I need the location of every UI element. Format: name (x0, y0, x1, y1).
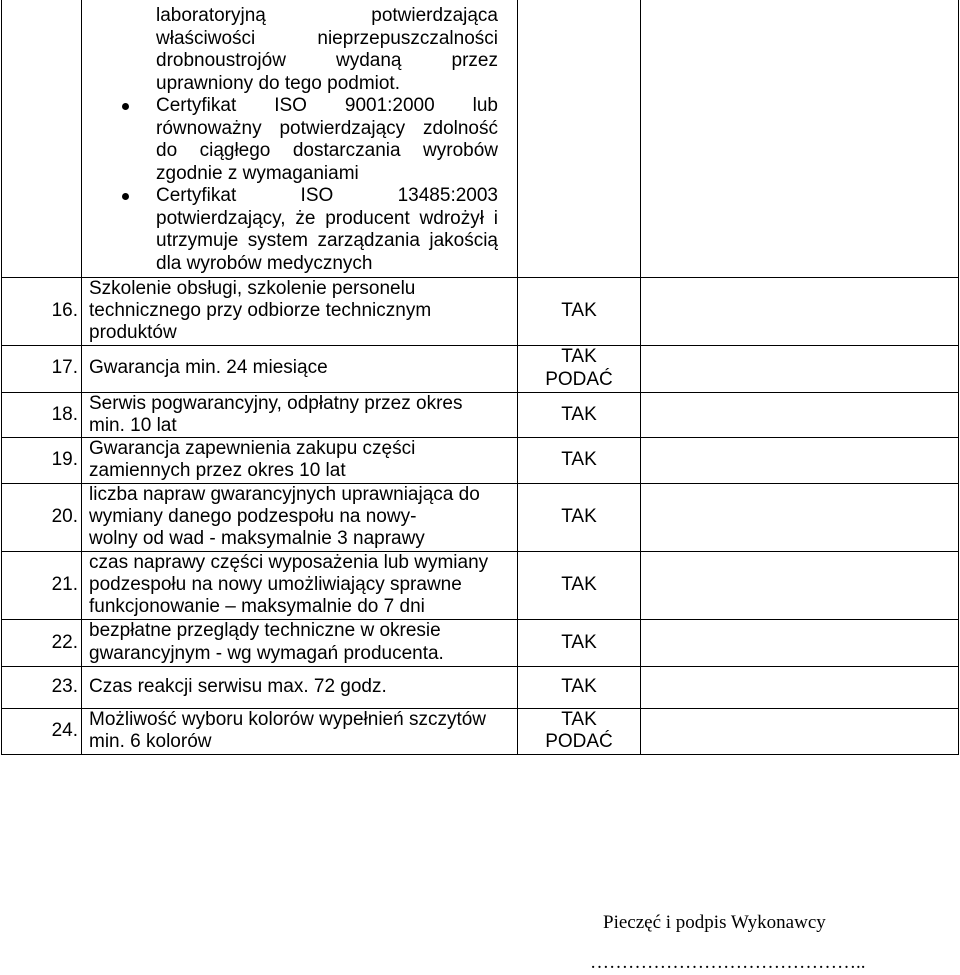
offered-value-cell (641, 392, 959, 438)
row-description (82, 277, 518, 345)
text-line: właściwości nieprzepuszczalności (156, 27, 498, 49)
row-number: 23. (2, 666, 82, 708)
answer-line: PODAĆ (545, 731, 613, 753)
text-line: Certyfikat ISO 9001:2000 lub (156, 95, 498, 116)
row-description (82, 619, 518, 666)
text-line: utrzymuje system zarządzania jakością (156, 230, 498, 251)
text-line: zgodnie z wymaganiami (156, 162, 359, 184)
specification-table (1, 0, 959, 755)
text-line: zamiennych przez okres 10 lat (89, 460, 346, 482)
row-description (82, 0, 518, 277)
row-number: 18. (2, 392, 82, 438)
answer-line: TAK (561, 708, 597, 730)
text-line: do ciągłego dostarczania wyrobów (156, 140, 498, 161)
table-row (2, 551, 959, 619)
required-answer (518, 619, 641, 666)
offered-value-cell (641, 708, 959, 754)
answer-line: PODAĆ (545, 368, 613, 390)
text-line: czas naprawy części wyposażenia lub wymiany (89, 551, 489, 573)
text-line: podzespołu na nowy umożliwiający sprawne (89, 574, 462, 596)
row-description (82, 345, 518, 392)
table-row (2, 438, 959, 484)
offered-value-cell (641, 438, 959, 484)
answer-line: TAK (561, 299, 597, 321)
row-number: 19. (2, 438, 82, 484)
text-line: Możliwość wyboru kolorów wypełnień szczytów (89, 708, 487, 730)
text-line: uprawniony do tego podmiot. (156, 72, 400, 94)
bullet-icon (122, 103, 129, 110)
row-number: 17. (2, 345, 82, 392)
answer-line: TAK (561, 574, 597, 596)
text-line: bezpłatne przeglądy techniczne w okresie (89, 620, 441, 642)
table-row (2, 392, 959, 438)
text-line: min. 6 kolorów (89, 731, 212, 753)
text-line: produktów (89, 322, 177, 344)
row-number: 24. (2, 708, 82, 754)
text-line: Serwis pogwarancyjny, odpłatny przez okres (89, 392, 463, 414)
table-row (2, 277, 959, 345)
answer-line: TAK (561, 346, 597, 368)
offered-value-cell (641, 345, 959, 392)
text-line: laboratoryjną potwierdzająca (156, 5, 498, 26)
text-line: dla wyrobów medycznych (156, 252, 373, 274)
text-line: równoważny potwierdzający zdolność (156, 117, 498, 139)
table-row (2, 619, 959, 666)
table-row (2, 345, 959, 392)
text-line: potwierdzający, że producent wdrożył i (156, 207, 498, 229)
text-line: drobnoustrojów wydaną przez (156, 50, 498, 71)
text-line: technicznego przy odbiorze technicznym (89, 299, 432, 321)
answer-line: TAK (561, 631, 597, 653)
text-line: Gwarancja zapewnienia zakupu części (89, 438, 416, 460)
answer-line: TAK (561, 506, 597, 528)
text-line: funkcjonowanie – maksymalnie do 7 dni (89, 596, 425, 618)
row-number-cell (2, 0, 82, 277)
offered-value-cell (641, 619, 959, 666)
offered-value-cell (641, 483, 959, 551)
row-number: 16. (2, 277, 82, 345)
row-description (82, 392, 518, 438)
text-line: Czas reakcji serwisu max. 72 godz. (89, 676, 387, 698)
offered-value-cell (641, 551, 959, 619)
required-answer (518, 551, 641, 619)
row-description (82, 551, 518, 619)
text-line: Gwarancja min. 24 miesiące (89, 357, 328, 379)
row-number: 21. (2, 551, 82, 619)
signature-dotted-line: …………………………………….. (590, 952, 866, 973)
required-answer (518, 438, 641, 484)
required-answer (518, 0, 641, 277)
offered-value-cell (641, 0, 959, 277)
required-answer (518, 277, 641, 345)
table-row (2, 483, 959, 551)
table-row (2, 666, 959, 708)
signature-label: Pieczęć i podpis Wykonawcy (603, 912, 826, 933)
answer-line: TAK (561, 676, 597, 698)
required-answer (518, 483, 641, 551)
required-answer (518, 708, 641, 754)
text-line: wolny od wad - maksymalnie 3 naprawy (89, 528, 425, 550)
offered-value-cell (641, 666, 959, 708)
bullet-paragraph (156, 95, 498, 185)
paragraph (156, 5, 498, 95)
bullet-paragraph (156, 185, 498, 275)
row-number: 22. (2, 619, 82, 666)
text-line: Szkolenie obsługi, szkolenie personelu (89, 277, 416, 299)
required-answer (518, 666, 641, 708)
row-description (82, 438, 518, 484)
answer-line: TAK (561, 449, 597, 471)
bullet-icon (122, 193, 129, 200)
text-line: min. 10 lat (89, 414, 177, 436)
text-line: Certyfikat ISO 13485:2003 (156, 185, 498, 206)
text-line: wymiany danego podzespołu na nowy- (89, 506, 417, 528)
text-line: gwarancyjnym - wg wymagań producenta. (89, 642, 444, 664)
row-description (82, 666, 518, 708)
answer-line: TAK (561, 403, 597, 425)
row-description (82, 483, 518, 551)
table-row (2, 708, 959, 754)
row-number: 20. (2, 483, 82, 551)
row-description (82, 708, 518, 754)
required-answer (518, 345, 641, 392)
offered-value-cell (641, 277, 959, 345)
required-answer (518, 392, 641, 438)
text-line: liczba napraw gwarancyjnych uprawniająca do (89, 483, 480, 505)
table-row-continued (2, 0, 959, 277)
